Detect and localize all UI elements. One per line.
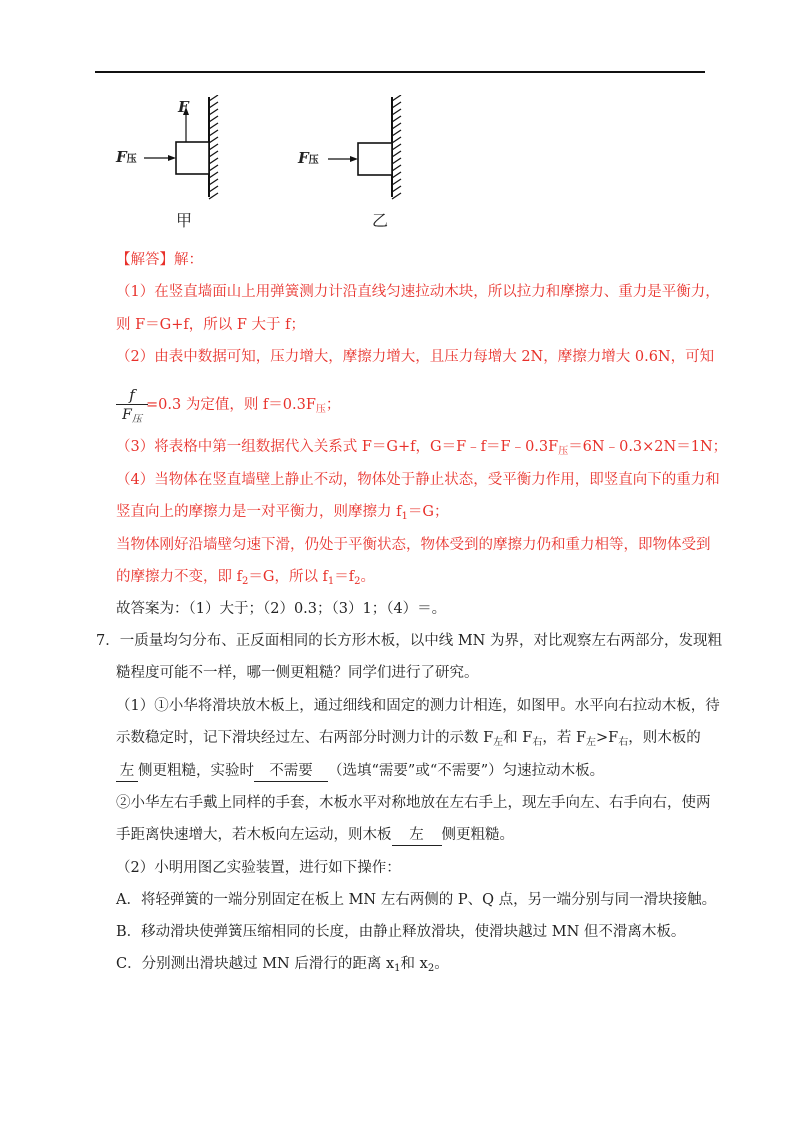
q7-line8: （2）小明用图乙实验装置，进行如下操作： [116,860,401,876]
answer-blank-3: 左 [392,825,442,846]
q7-line2: 糙程度可能不一样，哪一侧更粗糙？同学们进行了研究。 [116,665,479,681]
solution-p4b: 竖直向上的摩擦力是一对平衡力，则摩擦力 $f_1=G$； [116,504,449,522]
q7-line7: 手距离快速增大，若木板向左运动，则木板 左 侧更粗糙。 [116,825,514,846]
solution-p1: （1）在竖直墙面山上用弹簧测力计沿直线匀速拉动木块，所以拉力和摩擦力、重力是平衡力， [116,284,720,300]
q7-line9: A．将轻弹簧的一端分别固定在板上 MN 左右两侧的 P、Q 点，另一端分别与同一滑块接触。 [116,892,717,908]
q7-line10: B．移动滑块使弹簧压缩相同的长度，由静止释放滑块，使滑块越过 MN 但不滑离木板。 [116,924,686,940]
solution-p3: （3）将表格中第一组数据代入关系式 F＝G+f，$G=F﹣f=F﹣0.3F_压=6N﹣0.3\times 2N=1N$； [116,439,728,457]
answer-line: 故答案为：（1）大于；（2）0.3；（3）1；（4）＝。 [116,601,447,617]
solution-p1b: 则 F＝G+f，所以 F 大于 f； [116,317,306,333]
force-press-label: F压 [298,149,319,167]
figure-jia [110,95,235,200]
solution-p5b: 的摩擦力不变，即 $f_2=G$，所以 $f_1=f_2$。 [116,569,376,587]
figure-jia-label: 甲 [176,211,193,230]
answer-blank-1: 左 [116,761,138,782]
solution-p5: 当物体刚好沿墙壁匀速下滑，仍处于平衡状态，物体受到的摩擦力仍和重力相等，即物体受到 [116,537,711,553]
q7-line1: 7．一质量均匀分布、正反面相同的长方形木板，以中线 MN 为界，对比观察左右两部分，发现粗 [96,633,722,649]
solution-title: 【解答】解： [116,252,203,268]
force-press-label: F压 [116,148,137,166]
figure-yi-label: 乙 [372,211,389,230]
answer-blank-2: 不需要 [254,761,328,782]
q7-line3: （1）①小华将滑块放木板上，通过细线和固定的测力计相连，如图甲。水平向右拉动木板，待 [116,698,720,714]
q7-line11: C．分别测出滑块越过 MN 后滑行的距离 $x_1$和 $x_2$。 [116,956,449,974]
force-up-label: F [178,98,189,116]
solution-p2b: =0.3 为定值，则 $f=0.3F_压$； [146,397,341,415]
q7-line6: ②小华左右手戴上同样的手套，木板水平对称地放在左右手上，现左手向左、右手向右，使两 [116,795,711,811]
figure-yi [292,95,417,200]
solution-p2: （2）由表中数据可知，压力增大，摩擦力增大，且压力每增大 2N，摩擦力增大 0.6N，可知 [116,349,715,365]
fraction-f-over-fpress: f $F_压$ [116,387,148,428]
q7-line5: 左 侧更粗糙，实验时 不需要 （选填“需要”或“不需要”）匀速拉动木板。 [116,761,604,782]
solution-p4: （4）当物体在竖直墙壁上静止不动，物体处于静止状态，受平衡力作用，即竖直向下的重力和 [116,472,720,488]
header-rule [95,71,705,73]
q7-line4: 示数稳定时，记下滑块经过左、右两部分时测力计的示数 $F_左$和 $F_右$，若 $F_左>F_右$，则木板的 [116,730,701,748]
